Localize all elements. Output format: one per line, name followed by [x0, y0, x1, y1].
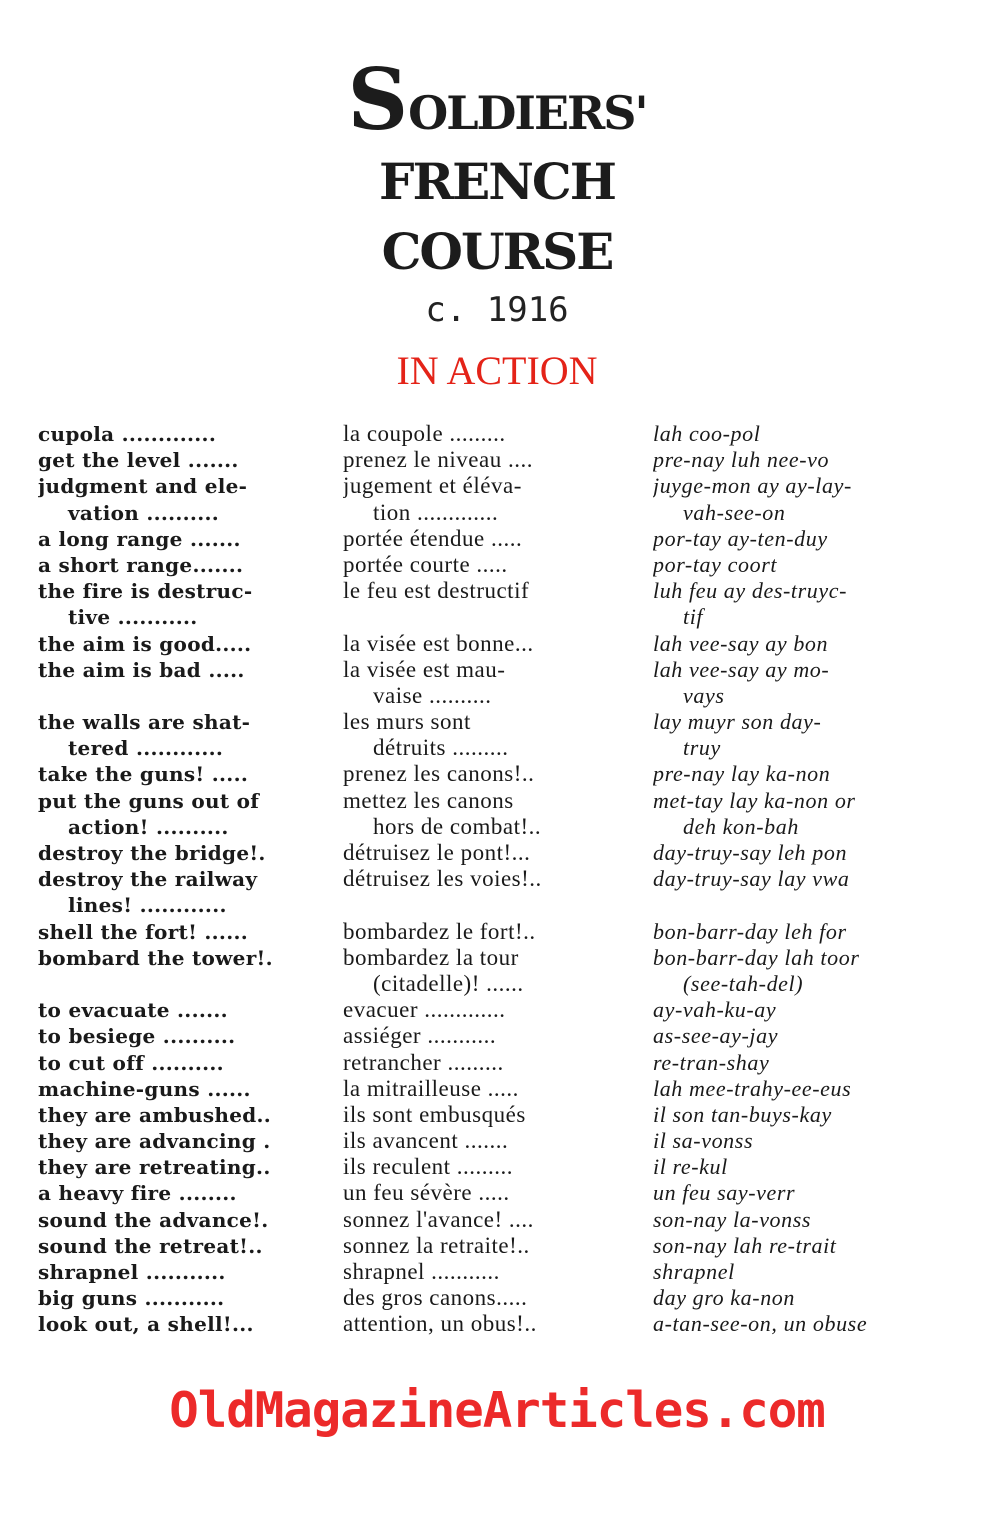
publication-date: c. 1916	[425, 290, 569, 330]
english-phrase: destroy the bridge!.	[38, 841, 266, 865]
french-phrase: bombardez la tour	[343, 944, 519, 970]
french-phrase: prenez les canons!..	[343, 761, 535, 787]
french-phrase: vaise ..........	[373, 682, 492, 708]
english-phrase: get the level .......	[38, 448, 239, 473]
phrase-row	[38, 1285, 963, 1311]
phrase-row	[38, 1050, 963, 1076]
french-phrase: détruisez le pont!...	[343, 840, 531, 865]
french-phrase: tion .............	[373, 499, 499, 525]
pronunciation: truy	[683, 735, 721, 761]
title-course: COURSE	[381, 222, 613, 281]
phrase-row	[38, 631, 963, 657]
pronunciation: bon-barr-day leh for	[653, 918, 847, 944]
english-phrase: the aim is bad .....	[38, 657, 245, 682]
english-phrase: cupola .............	[38, 422, 217, 446]
english-phrase: action! ..........	[68, 814, 229, 839]
phrase-row	[38, 761, 963, 787]
pronunciation: tif	[683, 604, 704, 630]
pronunciation: il re-kul	[653, 1154, 728, 1180]
english-phrase: vation ..........	[68, 500, 219, 525]
english-phrase: to evacuate .......	[38, 998, 228, 1023]
pronunciation	[653, 892, 994, 918]
pronunciation: ay-vah-ku-ay	[653, 997, 777, 1023]
english-phrase: sound the retreat!..	[38, 1233, 263, 1258]
french-phrase: attention, un obus!..	[343, 1311, 537, 1337]
phrase-row	[38, 552, 963, 578]
phrase-row	[38, 892, 963, 918]
phrase-row	[38, 1180, 963, 1206]
pronunciation: bon-barr-day lah toor	[653, 944, 860, 970]
english-phrase: judgment and ele-	[38, 474, 248, 499]
pronunciation: lah mee-trahy-ee-eus	[653, 1075, 852, 1101]
french-phrase: assiéger ...........	[343, 1023, 497, 1049]
french-phrase: mettez les canons	[343, 787, 514, 813]
phrase-row	[38, 840, 963, 866]
pronunciation: (see-tah-del)	[683, 970, 804, 996]
phrase-row	[38, 447, 963, 473]
english-phrase: the walls are shat-	[38, 710, 251, 735]
phrase-row	[38, 997, 963, 1023]
english-phrase: look out, a shell!...	[38, 1312, 254, 1337]
french-phrase: ils reculent .........	[343, 1154, 514, 1180]
pronunciation: re-tran-shay	[653, 1049, 770, 1075]
english-phrase: they are advancing .	[38, 1129, 271, 1154]
english-phrase: they are retreating..	[38, 1155, 271, 1180]
french-phrase: détruits .........	[373, 735, 509, 761]
english-phrase	[38, 971, 373, 997]
french-phrase: evacuer .............	[343, 997, 506, 1023]
pronunciation: met-tay lay ka-non or	[653, 787, 856, 813]
phrase-row	[38, 683, 963, 709]
french-phrase: (citadelle)! ......	[373, 970, 524, 996]
french-phrase: le feu est destructif	[343, 578, 530, 604]
english-phrase: the aim is good.....	[38, 631, 252, 656]
english-phrase: to besiege ..........	[38, 1024, 236, 1049]
english-phrase: big guns ...........	[38, 1286, 225, 1311]
french-phrase: bombardez le fort!..	[343, 918, 536, 944]
phrase-row	[38, 1259, 963, 1285]
phrase-row	[38, 1207, 963, 1233]
pronunciation: vah-see-on	[683, 499, 786, 525]
phrase-row	[38, 526, 963, 552]
english-phrase: a heavy fire ........	[38, 1181, 237, 1206]
french-phrase: ils sont embusqués	[343, 1101, 526, 1127]
pronunciation: lay muyr son day-	[653, 709, 822, 735]
pronunciation: juyge-mon ay ay-lay-	[653, 473, 852, 499]
pronunciation: un feu say-verr	[653, 1180, 796, 1206]
pronunciation: por-tay coort	[653, 551, 778, 577]
title-soldiers	[0, 50, 994, 149]
french-phrase: la visée est bonne...	[343, 630, 534, 656]
english-phrase: a short range.......	[38, 552, 244, 577]
french-phrase: la mitrailleuse .....	[343, 1075, 519, 1101]
title-french: FRENCH	[379, 152, 615, 211]
french-phrase: hors de combat!..	[373, 813, 542, 839]
french-phrase	[343, 604, 683, 630]
french-phrase: prenez le niveau ....	[343, 447, 533, 473]
english-phrase: put the guns out of	[38, 788, 260, 813]
phrase-row	[38, 1102, 963, 1128]
pronunciation: son-nay lah re-trait	[653, 1232, 837, 1258]
french-phrase: des gros canons.....	[343, 1285, 528, 1311]
pronunciation: a-tan-see-on, un obuse	[653, 1311, 868, 1337]
phrase-row	[38, 735, 963, 761]
phrase-row	[38, 421, 963, 447]
pronunciation: il son tan-buys-kay	[653, 1101, 832, 1127]
phrase-row	[38, 1076, 963, 1102]
phrase-row	[38, 971, 963, 997]
french-phrase: jugement et éléva-	[343, 473, 522, 499]
french-phrase: shrapnel ...........	[343, 1259, 500, 1284]
pronunciation: day gro ka-non	[653, 1285, 796, 1311]
pronunciation: day-truy-say lay vwa	[653, 866, 850, 892]
site-watermark[interactable]: OldMagazineArticles.com	[169, 1382, 825, 1439]
phrase-row	[38, 788, 963, 814]
section-heading: IN ACTION	[396, 348, 598, 393]
phrase-row	[38, 1154, 963, 1180]
phrase-row	[38, 1128, 963, 1154]
phrase-row	[38, 578, 963, 604]
english-phrase: bombard the tower!.	[38, 945, 273, 970]
french-phrase: portée étendue .....	[343, 525, 523, 551]
french-phrase: la visée est mau-	[343, 656, 506, 682]
phrase-list	[38, 421, 963, 1338]
english-phrase: shell the fort! ......	[38, 919, 248, 944]
english-phrase: shrapnel ...........	[38, 1260, 226, 1284]
english-phrase: machine-guns ......	[38, 1076, 251, 1101]
phrase-row	[38, 1311, 963, 1337]
french-phrase: la coupole .........	[343, 421, 506, 446]
french-phrase: sonnez l'avance! ....	[343, 1206, 534, 1232]
phrase-row	[38, 604, 963, 630]
pronunciation: shrapnel	[653, 1259, 735, 1284]
pronunciation: luh feu ay des-truyc-	[653, 578, 848, 604]
english-phrase: take the guns! .....	[38, 762, 249, 787]
pronunciation: por-tay ay-ten-duy	[653, 525, 828, 551]
french-phrase: détruisez les voies!..	[343, 866, 542, 892]
phrase-row	[38, 1233, 963, 1259]
phrase-row	[38, 709, 963, 735]
pronunciation: lah vee-say ay mo-	[653, 656, 830, 682]
title-rest: OLDIERS'	[408, 86, 647, 140]
title-drop-letter: S	[347, 50, 409, 149]
phrase-row	[38, 945, 963, 971]
french-phrase: ils avancent .......	[343, 1128, 509, 1154]
english-phrase: they are ambushed..	[38, 1102, 272, 1127]
pronunciation: deh kon-bah	[683, 813, 799, 839]
english-phrase: lines! ............	[68, 893, 227, 918]
phrase-row	[38, 814, 963, 840]
english-phrase: tered ............	[68, 736, 224, 761]
pronunciation: as-see-ay-jay	[653, 1023, 779, 1049]
french-phrase: retrancher .........	[343, 1049, 504, 1075]
french-phrase	[343, 892, 683, 918]
phrase-row	[38, 473, 963, 499]
pronunciation: lah coo-pol	[653, 421, 761, 446]
pronunciation: day-truy-say leh pon	[653, 840, 848, 865]
pronunciation: vays	[683, 682, 725, 708]
english-phrase: destroy the railway	[38, 867, 258, 892]
french-phrase: les murs sont	[343, 709, 471, 735]
english-phrase: sound the advance!.	[38, 1207, 269, 1232]
phrase-row	[38, 500, 963, 526]
english-phrase	[38, 683, 373, 709]
phrase-row	[38, 919, 963, 945]
english-phrase: the fire is destruc-	[38, 579, 253, 604]
french-phrase: sonnez la retraite!..	[343, 1232, 530, 1258]
pronunciation: pre-nay luh nee-vo	[653, 447, 830, 473]
pronunciation: pre-nay lay ka-non	[653, 761, 831, 787]
french-phrase: portée courte .....	[343, 551, 508, 577]
pronunciation: il sa-vonss	[653, 1128, 754, 1154]
pronunciation: lah vee-say ay bon	[653, 630, 829, 656]
english-phrase: tive ...........	[68, 605, 198, 630]
phrase-row	[38, 866, 963, 892]
english-phrase: to cut off ..........	[38, 1050, 224, 1075]
phrase-row	[38, 657, 963, 683]
french-phrase: un feu sévère .....	[343, 1180, 510, 1206]
english-phrase: a long range .......	[38, 526, 241, 551]
pronunciation: son-nay la-vonss	[653, 1206, 812, 1232]
phrase-row	[38, 1023, 963, 1049]
